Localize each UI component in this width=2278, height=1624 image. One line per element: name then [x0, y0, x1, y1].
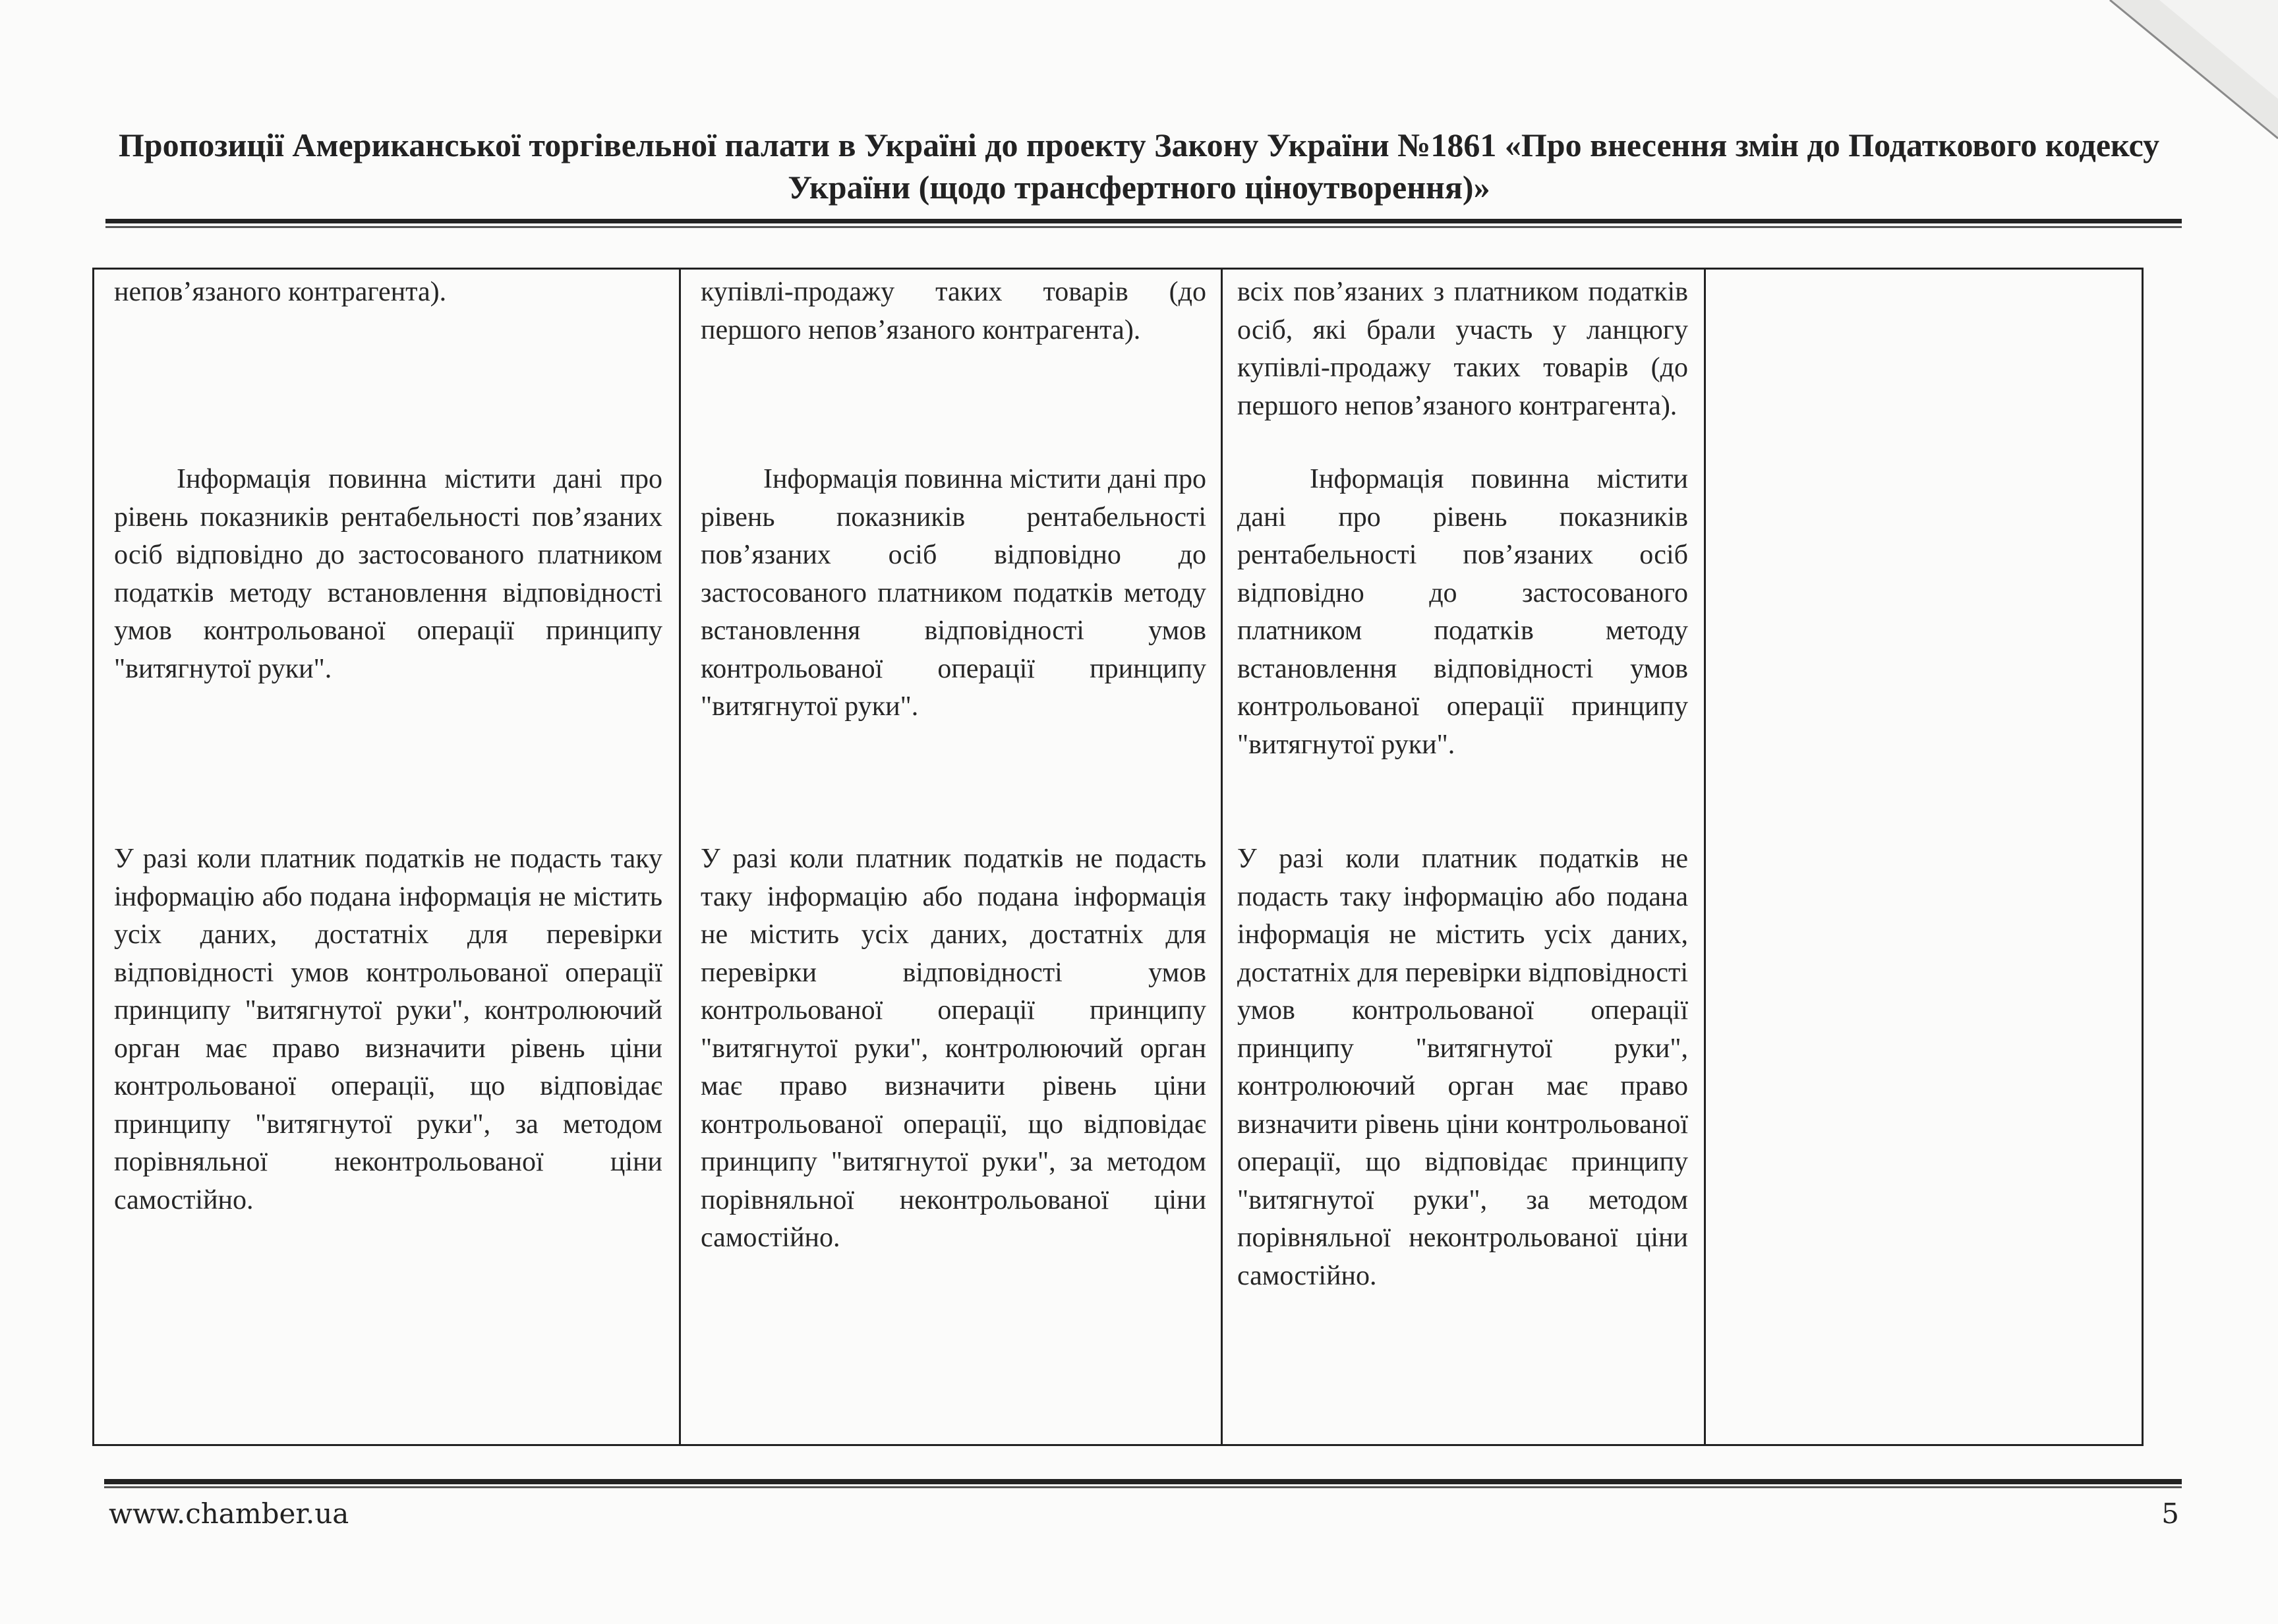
page-title: Пропозиції Американської торгівельної палати в Україні до проекту Закону України №1861 «Про внесення змін до Податкового кодексу України (щодо трансфертного ціноутворення)» [118, 127, 2160, 206]
table-cell-paragraph: непов’язаного контрагента). [114, 277, 447, 307]
table-cell-paragraph: У разі коли платник податків не подасть таку інформацію або подана інформація не містить усіх даних, достатніх для перевірки відповідності умов контрольованої операції принципу "витягнутої руки", контролюючий орган має право визначити рівень ціни контрольованої операції, що відповідає принципу "витягнутої руки", за методом порівняльної неконтрольованої ціни самостійно. [1237, 844, 1688, 1291]
footer-website: www.chamber.ua [109, 1497, 349, 1530]
comparison-table [92, 268, 2144, 1446]
table-column-comments [1706, 270, 2142, 1444]
table-column-draft-law [681, 270, 1223, 1444]
table-cell-paragraph: всіх пов’язаних з платником податків осіб, які брали участь у ланцюгу купівлі-продажу таких товарів (до першого непов’язаного контрагента). [1237, 277, 1688, 421]
table-cell-paragraph: купівлі-продажу таких товарів (до першого непов’язаного контрагента). [701, 277, 1206, 345]
table-cell-paragraph: Інформація повинна містити дані про рівень показників рентабельності пов’язаних осіб відповідно до застосованого платником податків методу встановлення відповідності умов контрольованої операції принципу "витягнутої руки". [701, 464, 1206, 722]
footer-rule [104, 1479, 2182, 1488]
table-cell-paragraph: Інформація повинна містити дані про рівень показників рентабельності пов’язаних осіб відповідно до застосованого платником податків методу встановлення відповідності умов контрольованої операції принципу "витягнутої руки". [1237, 464, 1688, 760]
page-number: 5 [2161, 1497, 2179, 1530]
table-cell-paragraph: Інформація повинна містити дані про рівень показників рентабельності пов’язаних осіб відповідно до застосованого платником податків методу встановлення відповідності умов контрольованої операції принципу "витягнутої руки". [114, 464, 662, 684]
header-rule [105, 219, 2182, 228]
table-column-current-text [94, 270, 681, 1444]
table-cell-paragraph: У разі коли платник податків не подасть таку інформацію або подана інформація не містить усіх даних, достатніх для перевірки відповідності умов контрольованої операції принципу "витягнутої руки", контролюючий орган має право визначити рівень ціни контрольованої операції, що відповідає принципу "витягнутої руки", за методом порівняльної неконтрольованої ціни самостійно. [114, 844, 662, 1215]
table-cell-paragraph: У разі коли платник податків не подасть таку інформацію або подана інформація не містить усіх даних, достатніх для перевірки відповідності умов контрольованої операції принципу "витягнутої руки", контролюючий орган має право визначити рівень ціни контрольованої операції, що відповідає принципу "витягнутої руки", за методом порівняльної неконтрольованої ціни самостійно. [701, 844, 1206, 1253]
table-column-proposal [1223, 270, 1706, 1444]
